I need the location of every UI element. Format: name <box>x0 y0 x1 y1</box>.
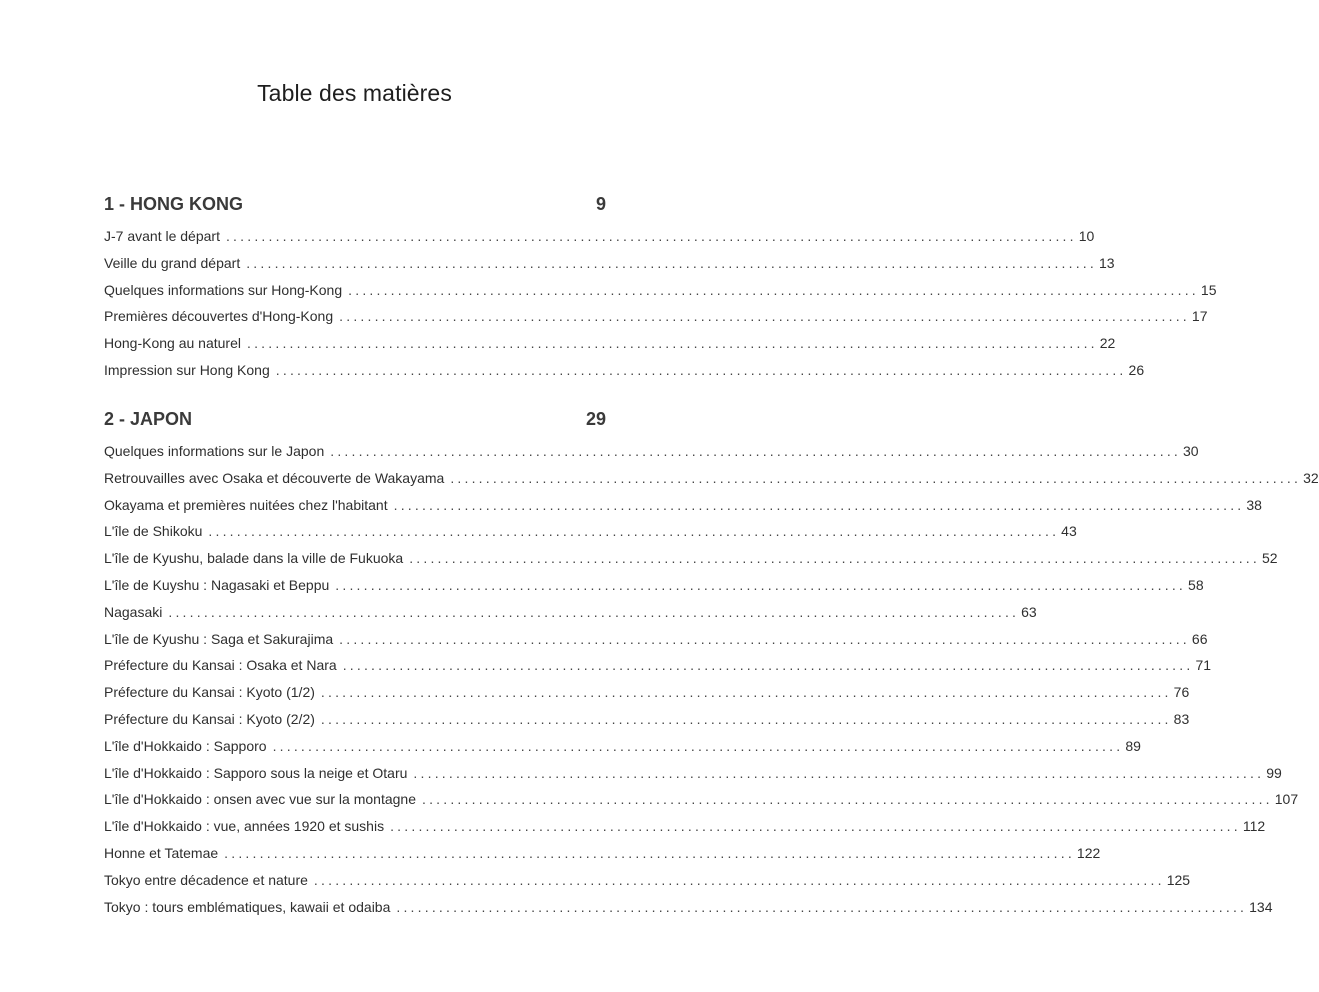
toc-entry-page: 15 <box>1200 281 1217 298</box>
toc-entry-page: 89 <box>1125 737 1141 754</box>
toc-entry[interactable] <box>104 844 1101 872</box>
toc-entry-page: 76 <box>1173 684 1190 701</box>
toc-entry-page: 30 <box>1183 443 1199 459</box>
toc-entry[interactable] <box>104 898 1273 926</box>
toc-entry-page: 112 <box>1242 818 1266 835</box>
toc-entry-page: 71 <box>1195 657 1212 674</box>
toc-entry-page: 43 <box>1061 523 1077 540</box>
toc-entry[interactable] <box>104 791 1299 818</box>
toc-entry-label: Quelques informations sur Hong-Kong <box>104 281 343 298</box>
toc-entry[interactable] <box>104 764 1282 792</box>
section-heading-label: 2 - JAPON <box>104 409 193 429</box>
toc-leader-dots: ........................................................................................................................ <box>339 630 1190 647</box>
toc-entry-label: Nagasaki <box>104 603 163 620</box>
toc-entry[interactable] <box>104 335 1116 362</box>
toc-entry-page: 10 <box>1078 228 1095 244</box>
toc-entry-label: L'île de Kyushu, balade dans la ville de Fukuoka <box>104 550 404 567</box>
toc-entry-page: 125 <box>1166 871 1191 888</box>
section-heading[interactable] <box>104 409 606 435</box>
toc-entry[interactable] <box>104 496 1262 524</box>
toc-entry[interactable] <box>104 710 1190 738</box>
toc-entry-page: 99 <box>1266 764 1282 781</box>
section-heading[interactable] <box>104 194 606 220</box>
toc-entry-label: L'île d'Hokkaido : onsen avec vue sur la montagne <box>104 791 416 808</box>
toc-entry[interactable] <box>104 737 1141 765</box>
toc-section-hong-kong <box>104 194 1217 389</box>
toc-entry-page: 17 <box>1191 308 1208 325</box>
toc-leader-dots: ........................................................................................................................ <box>225 228 1077 244</box>
toc-entry-page: 66 <box>1191 630 1208 647</box>
toc-entry[interactable] <box>104 603 1037 631</box>
toc-section-japon <box>104 409 1319 925</box>
toc-entry-label: Okayama et premières nuitées chez l'habitant <box>104 496 388 513</box>
toc-entry-label: Préfecture du Kansai : Kyoto (1/2) <box>104 684 315 701</box>
section-heading-page: 9 <box>595 194 606 214</box>
toc-entry-label: L'île de Shikoku <box>104 523 203 540</box>
toc-entry-label: L'île d'Hokkaido : Sapporo <box>104 737 267 754</box>
toc-entry-page: 134 <box>1249 898 1273 915</box>
toc-entry-page: 26 <box>1128 361 1145 378</box>
toc-leader-dots: ........................................................................................................................ <box>390 818 1241 835</box>
toc-leader-dots: ........................................................................................................................ <box>342 657 1194 674</box>
toc-entry-label: Retrouvailles avec Osaka et découverte de Wakayama <box>104 469 445 486</box>
toc-entry-label: L'île de Kyushu : Saga et Sakurajima <box>104 630 334 647</box>
toc-entry-page: 13 <box>1098 254 1115 271</box>
toc-leader-dots: ........................................................................................................................ <box>335 576 1187 593</box>
toc-leader-dots: ........................................................................................................................ <box>330 443 1181 459</box>
toc-entry-page: 63 <box>1021 603 1037 620</box>
page-title: Table des matières <box>257 80 452 106</box>
toc-entry[interactable] <box>104 361 1145 389</box>
toc-entry-page: 107 <box>1274 791 1299 808</box>
toc-entry-page: 22 <box>1099 335 1116 352</box>
toc-leader-dots: ........................................................................................................................ <box>413 764 1265 781</box>
toc-entry[interactable] <box>104 281 1217 309</box>
toc-entry[interactable] <box>104 630 1208 658</box>
toc-entries <box>104 443 1319 925</box>
toc-leader-dots: ........................................................................................................................ <box>168 603 1020 620</box>
toc-leader-dots: ........................................................................................................................ <box>450 469 1302 486</box>
toc-entry-label: Tokyo entre décadence et nature <box>104 871 308 888</box>
toc-entry-label: L'île d'Hokkaido : vue, années 1920 et sushis <box>104 818 385 835</box>
toc-entry[interactable] <box>104 443 1199 470</box>
toc-leader-dots: ........................................................................................................................ <box>320 684 1172 701</box>
toc-leader-dots: ........................................................................................................................ <box>224 844 1075 861</box>
toc-leader-dots: ........................................................................................................................ <box>348 281 1199 298</box>
toc-entry-label: Quelques informations sur le Japon <box>104 443 325 459</box>
toc-entry[interactable] <box>104 228 1095 255</box>
toc-entry[interactable] <box>104 308 1208 335</box>
toc-leader-dots: ........................................................................................................................ <box>396 898 1248 915</box>
toc-leader-dots: ........................................................................................................................ <box>320 710 1172 727</box>
toc-entry[interactable] <box>104 576 1204 604</box>
toc-entry[interactable] <box>104 871 1191 899</box>
toc-entry[interactable] <box>104 550 1278 577</box>
toc-leader-dots: ........................................................................................................................ <box>247 335 1098 352</box>
toc-entries <box>104 228 1217 389</box>
toc-entry[interactable] <box>104 523 1077 550</box>
toc-entry-label: Préfecture du Kansai : Kyoto (2/2) <box>104 710 315 727</box>
toc-leader-dots: ........................................................................................................................ <box>208 523 1060 540</box>
toc-leader-dots: ........................................................................................................................ <box>409 550 1260 567</box>
toc-leader-dots: ........................................................................................................................ <box>313 871 1165 888</box>
toc-leader-dots: ........................................................................................................................ <box>272 737 1124 754</box>
section-heading-page: 29 <box>585 409 606 429</box>
toc-entry-page: 83 <box>1173 710 1190 727</box>
toc-entry-label: Hong-Kong au naturel <box>104 335 241 352</box>
toc-entry-label: L'île de Kuyshu : Nagasaki et Beppu <box>104 576 330 593</box>
toc-leader-dots: ........................................................................................................................ <box>339 308 1190 325</box>
toc-entry[interactable] <box>104 684 1190 711</box>
toc-entry-page: 32 <box>1303 469 1319 486</box>
toc-entry-label: Premières découvertes d'Hong-Kong <box>104 308 334 325</box>
toc-entry[interactable] <box>104 469 1319 497</box>
toc-entry[interactable] <box>104 818 1266 845</box>
toc-leader-dots: ........................................................................................................................ <box>275 361 1127 378</box>
toc-entry-page: 122 <box>1076 844 1101 861</box>
toc-leader-dots: ........................................................................................................................ <box>421 791 1273 808</box>
toc-entry-page: 58 <box>1188 576 1204 593</box>
toc-entry-label: Préfecture du Kansai : Osaka et Nara <box>104 657 337 674</box>
toc-entry-label: J-7 avant le départ <box>104 228 220 244</box>
toc-entry-page: 52 <box>1261 550 1278 567</box>
toc-entry-label: Honne et Tatemae <box>104 844 219 861</box>
toc-entry-label: Impression sur Hong Kong <box>104 361 270 378</box>
toc-entry-label: Veille du grand départ <box>104 254 241 271</box>
section-heading-label: 1 - HONG KONG <box>104 194 244 214</box>
toc-entry[interactable] <box>104 254 1115 282</box>
toc-entry[interactable] <box>104 657 1212 684</box>
toc-entry-page: 38 <box>1246 496 1262 513</box>
toc-leader-dots: ........................................................................................................................ <box>393 496 1245 513</box>
toc-entry-label: Tokyo : tours emblématiques, kawaii et odaiba <box>104 898 391 915</box>
toc-leader-dots: ........................................................................................................................ <box>246 254 1097 271</box>
toc-entry-label: L'île d'Hokkaido : Sapporo sous la neige et Otaru <box>104 764 408 781</box>
